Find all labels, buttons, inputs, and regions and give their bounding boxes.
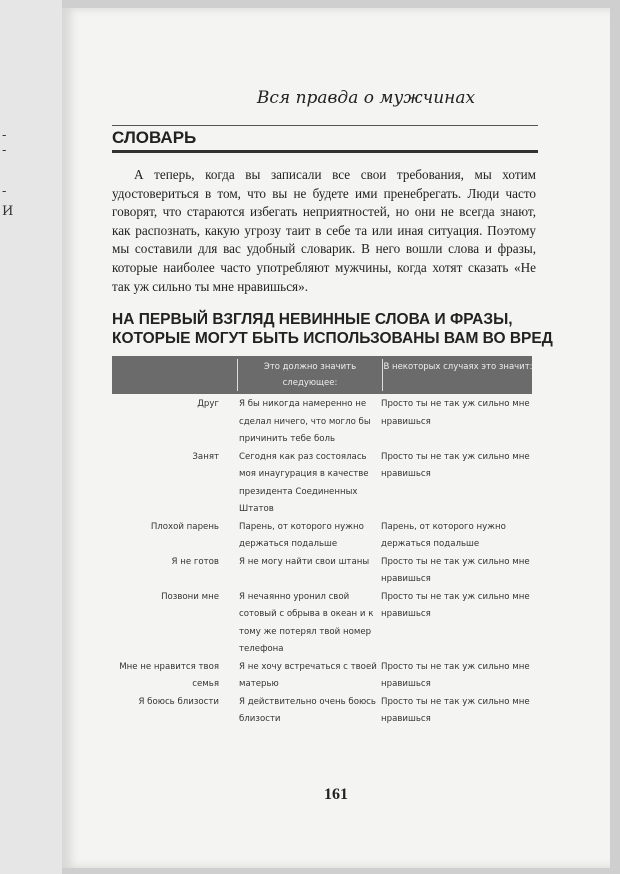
content-flow	[112, 166, 557, 729]
actual-meaning: Просто ты не так уж сильно мне нравишься	[381, 661, 530, 690]
margin-fragment: -	[2, 128, 7, 143]
dictionary-table	[112, 396, 532, 729]
table-row	[112, 519, 532, 554]
actual-meaning: Просто ты не так уж сильно мне нравишься	[381, 451, 530, 480]
term: Друг	[197, 399, 219, 410]
actual-meaning: Просто ты не так уж сильно мне нравишься	[381, 556, 530, 585]
running-head: Вся правда о мужчинах	[256, 88, 476, 108]
column-header: Это должно значить следующее:	[237, 359, 382, 391]
table-row	[112, 449, 532, 519]
previous-page-edge	[0, 0, 62, 874]
intended-meaning: Я действительно очень боюсь близости	[239, 696, 376, 725]
subheading: НА ПЕРВЫЙ ВЗГЛЯД НЕВИННЫЕ СЛОВА И ФРАЗЫ, КОТОРЫЕ МОГУТ БЫТЬ ИСПОЛЬЗОВАНЫ ВАМ ВО ВРЕД	[112, 311, 553, 348]
page-number: 161	[324, 786, 348, 803]
intended-meaning: Я не могу найти свои штаны	[239, 556, 370, 567]
margin-fragment: -	[2, 143, 7, 158]
table-row	[112, 396, 532, 449]
divider	[112, 125, 538, 126]
column-header: В некоторых случаях это значит:	[382, 359, 533, 391]
actual-meaning: Парень, от которого нужно держаться подальше	[381, 521, 506, 550]
table-row	[112, 694, 532, 729]
intended-meaning: Я не хочу встречаться с твоей матерью	[239, 661, 377, 690]
intended-meaning: Сегодня как раз состоялась моя инаугурация в качестве президента Соединенных Штатов	[239, 451, 369, 515]
margin-fragment: И	[2, 204, 14, 219]
divider	[112, 150, 538, 153]
term: Позвони мне	[161, 591, 219, 602]
actual-meaning: Просто ты не так уж сильно мне нравишься	[381, 399, 530, 427]
body-paragraph: А теперь, когда вы записали все свои требования, мы хотим удостовериться в том, что вы не будете ими пренебрегать. Люди часто говорят, что стараются избегать неприятностей, но они не всегда знают, как распознать, какую угрозу таит в себе та или иная ситуация. Поэтому мы составили для вас удобный словарик. В него вошли слова и фразы, которые наиболее часто употребляют мужчины, когда хотят сказать «Не так уж сильно ты мне нравишься».	[112, 167, 536, 294]
term: Я боюсь близости	[138, 696, 219, 707]
term: Занят	[192, 451, 219, 462]
intended-meaning: Парень, от которого нужно держаться подальше	[239, 521, 364, 550]
table-row	[112, 589, 532, 659]
intended-meaning: Я нечаянно уронил свой сотовый с обрыва в океан и к тому же потерял твой номер телефона	[239, 591, 374, 655]
term: Плохой парень	[150, 521, 219, 532]
table-row	[112, 554, 532, 589]
actual-meaning: Просто ты не так уж сильно мне нравишься	[381, 591, 530, 620]
term: Я не готов	[171, 556, 219, 567]
table-header	[112, 356, 532, 394]
margin-fragment: -	[2, 184, 7, 199]
book-page	[62, 8, 610, 868]
table-row	[112, 659, 532, 694]
actual-meaning: Просто ты не так уж сильно мне нравишься	[381, 696, 530, 725]
section-title: СЛОВАРЬ	[112, 128, 197, 147]
intended-meaning: Я бы никогда намеренно не сделал ничего, что могло бы причинить тебе боль	[239, 399, 371, 445]
term: Мне не нравится твоя семья	[119, 661, 219, 690]
